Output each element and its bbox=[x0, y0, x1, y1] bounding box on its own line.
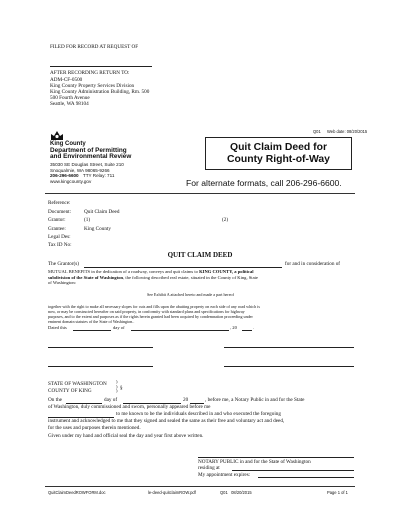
footer-page: Page 1 of 1 bbox=[327, 490, 348, 495]
dated-comma-20: , 20 bbox=[230, 325, 237, 330]
notary-signature-line[interactable] bbox=[198, 457, 354, 458]
grantor-1: (1) bbox=[84, 217, 91, 223]
consideration-text bbox=[48, 269, 358, 286]
return-line: 500 Fourth Avenue bbox=[50, 95, 90, 102]
signature-line-1[interactable] bbox=[48, 347, 153, 348]
notary-public-line: NOTARY PUBLIC in and for the State of Washington bbox=[198, 459, 311, 465]
notary-line-5: for the uses and purposes therein mentioned. bbox=[48, 424, 141, 431]
footer-code: Q01 08/20/2015 bbox=[220, 490, 252, 495]
return-line: King County Administration Building, Rm. 500 bbox=[50, 88, 150, 95]
deed-heading: QUIT CLAIM DEED bbox=[167, 251, 233, 259]
dept-line-2: and Environmental Review bbox=[50, 153, 132, 161]
notary-ss-mark: § bbox=[120, 385, 123, 391]
logo-text: King County bbox=[50, 141, 86, 147]
notary-before-me: , before me, a Notary Public in and for the State bbox=[205, 397, 305, 403]
dept-line-1: Department of Permitting bbox=[50, 146, 127, 154]
return-address bbox=[50, 77, 149, 108]
footer-file-2: le-deed-quitclaimROW.pdf bbox=[148, 490, 196, 495]
dated-month-line[interactable] bbox=[131, 330, 229, 331]
dept-website[interactable]: www.kingcounty.gov bbox=[50, 178, 92, 184]
exhibit-note: See Exhibit A attached hereto and made a part hereof bbox=[147, 292, 234, 297]
notary-appointment-line[interactable] bbox=[258, 477, 354, 478]
notary-on-the: On the bbox=[48, 397, 62, 403]
together-text bbox=[48, 304, 260, 324]
header-divider bbox=[45, 193, 355, 194]
filed-for-record-label: FILED FOR RECORD AT REQUEST OF bbox=[50, 44, 139, 50]
together-line: purposes, and to the extent and purposes as if the rights herein granted had been acquired by condemnation proceeding under bbox=[48, 314, 253, 319]
notary-state: STATE OF WASHINGTON bbox=[48, 381, 107, 387]
return-line: Seattle, WA 98104 bbox=[50, 101, 89, 108]
grantor-name-line[interactable] bbox=[84, 267, 282, 268]
legal-desc-label: Legal Des: bbox=[48, 234, 71, 240]
notary-day-of: day of bbox=[104, 397, 118, 403]
return-line: ADM-CF-0500 bbox=[50, 76, 83, 83]
after-recording-label: AFTER RECORDING RETURN TO: bbox=[50, 70, 130, 76]
dated-day-line[interactable] bbox=[73, 330, 111, 331]
consideration-e: of Washington: bbox=[48, 280, 76, 286]
title-line-2: County Right-of-Way bbox=[227, 154, 330, 165]
grantor-2: (2) bbox=[222, 217, 229, 223]
dept-tty: TTY Relay: 711 bbox=[82, 173, 115, 178]
grantor-prefix: The Grantor(s) bbox=[48, 261, 79, 267]
dept-address-1: 35030 SE Douglas Street, Suite 210 bbox=[50, 162, 124, 167]
form-code: Q01 bbox=[313, 129, 321, 134]
notary-line-3: to me known to be the individuals described in and who executed the foregoing bbox=[116, 411, 281, 417]
grantor-suffix: for and in consideration of bbox=[285, 261, 341, 267]
signature-line-3[interactable] bbox=[48, 366, 153, 367]
return-line: King County Property Services Division bbox=[50, 82, 135, 89]
grantee-value: King County bbox=[84, 225, 111, 232]
dated-year-line[interactable] bbox=[242, 330, 252, 331]
notary-county: COUNTY OF KING bbox=[48, 387, 92, 394]
dept-address-2: Snoqualmie, WA 98065-9266 bbox=[50, 167, 110, 173]
dept-phone: 206-296-6600 bbox=[50, 173, 79, 178]
dated-this-label: Dated this bbox=[48, 325, 67, 330]
filed-by-line bbox=[50, 66, 152, 67]
notary-bracket: ) ) ) bbox=[116, 379, 118, 393]
web-date: Web date: 08/20/2015 bbox=[327, 129, 368, 134]
together-line: eminent domain statutes of the State of Washington.. bbox=[48, 319, 135, 324]
title-box bbox=[205, 137, 352, 170]
consideration-b: KING COUNTY, a political bbox=[199, 269, 254, 274]
consideration-a: MUTUAL BENEFITS in the dedication of a roadway, conveys and quit claims to bbox=[48, 269, 200, 274]
reference-label: Reference: bbox=[48, 200, 71, 206]
notary-given: Given under my hand and official seal the day and year first above written. bbox=[48, 433, 204, 439]
document-value: Quit Claim Deed bbox=[84, 208, 120, 215]
footer-file-1: QuitClaimDeedROWFORM.doc bbox=[48, 490, 106, 495]
tax-id-label: Tax ID No: bbox=[48, 242, 72, 248]
notary-year-prefix: 20 bbox=[183, 397, 189, 403]
notary-residing-line[interactable] bbox=[232, 470, 354, 471]
consideration-d: , the following described real estate, situated in the County of King, State bbox=[123, 274, 258, 280]
king-county-logo bbox=[50, 129, 64, 141]
consideration-c: subdivision of the State of Washington bbox=[48, 274, 124, 280]
document-label: Document: bbox=[48, 208, 72, 215]
notary-residing: residing at bbox=[198, 465, 220, 471]
signature-line-4[interactable] bbox=[224, 366, 354, 367]
title-line-1: Quit Claim Deed for bbox=[230, 141, 327, 153]
signature-line-2[interactable] bbox=[224, 347, 354, 348]
together-line: now, or may be constructed hereafter on said property, in conformity with standard plans and specifications for highway bbox=[48, 309, 245, 314]
footer-divider bbox=[45, 486, 355, 487]
together-line: together with the right to make all necessary slopes for cuts and fills upon the abutting property on each side of any road which is bbox=[48, 304, 260, 309]
dated-period: . bbox=[253, 325, 255, 330]
notary-line-2: of Washington, duly commissioned and sworn, personally appeared before me bbox=[48, 404, 211, 410]
alternate-formats: For alternate formats, call 206-296-6600. bbox=[186, 178, 342, 188]
grantee-label: Grantee: bbox=[48, 225, 66, 232]
dated-day-of-label: day of bbox=[113, 325, 125, 330]
notary-appointment: My appointment expires: bbox=[198, 471, 251, 478]
notary-line-4: instrument and acknowledged to me that they signed and sealed the same as their free and voluntary act and deed, bbox=[48, 418, 285, 424]
grantor-label: Grantor: bbox=[48, 217, 66, 223]
